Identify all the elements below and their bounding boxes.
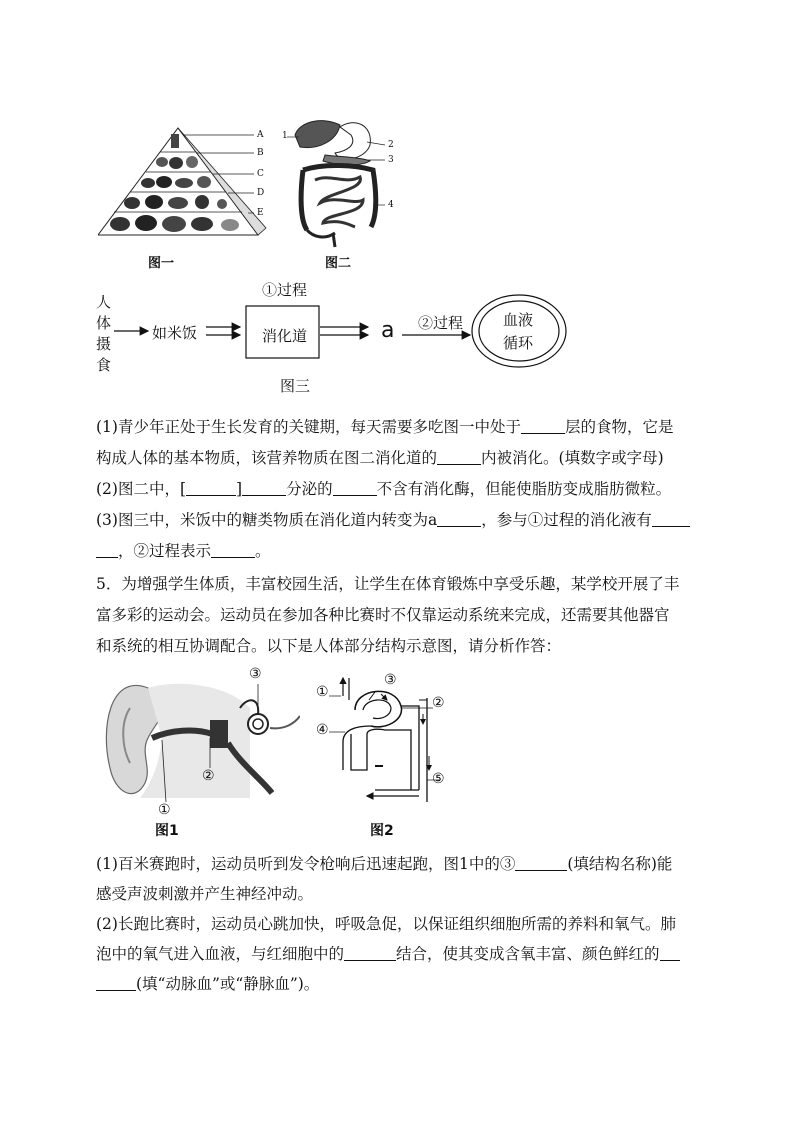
q5-part2-line3: (填“动脉血”或“静脉血”)。 [96,973,319,995]
q5-intro-line2: 富多彩的运动会。运动员在参加各种比赛时不仅靠运动系统来完成，还需要其他器官 [96,606,670,624]
blank-q5-3-cont[interactable] [96,974,136,991]
blank-q4-4[interactable] [242,479,286,496]
nephron-label-2: ② [432,695,445,711]
nephron-figure [315,670,455,810]
q4-part3-line1: (3)图三中，米饭中的糖类物质在消化道内转变为a ，参与①过程的消化液有 [96,509,690,531]
q5-part1-line1: (1)百米赛跑时，运动员听到发令枪响后迅速起跑，图1中的③ (填结构名称)能 [96,855,673,873]
q5-part2-line2: 泡中的氧气进入血液，与红细胞中的 结合，使其变成含氧丰富、颜色鲜红的 [96,943,680,965]
blank-q5-2[interactable] [344,944,396,961]
pyramid-label-d: D [257,188,265,198]
blank-q4-8[interactable] [211,541,255,558]
digestive-label-1: 1 [282,131,288,141]
nephron-label-1: ① [316,684,329,700]
fig3-circle-text-1: 血液 [503,311,534,329]
fig3-char-2: 体 [96,314,112,332]
blank-q4-7-cont[interactable] [96,541,118,558]
q5-part1-line2: 感受声波刺激并产生神经冲动。 [96,885,314,903]
ear-label-1: ① [158,802,171,818]
figure3-caption: 图三 [280,377,311,395]
blank-q4-1[interactable] [521,417,565,434]
blank-q5-1[interactable] [515,854,567,871]
fig3-process-2-label: ②过程 [418,314,464,332]
fig3-char-1: 人 [96,293,112,311]
fig3-circle-text-2: 循环 [503,334,534,352]
food-pyramid-figure [98,120,278,245]
fig3-char-3: 摄 [96,335,112,353]
q4-part2: (2)图二中，[ ] 分泌的 不含有消化酶，但能使脂肪变成脂肪微粒。 [96,480,672,498]
digestive-system-figure [285,115,395,250]
figure1-caption: 图一 [148,256,175,271]
blank-q4-7[interactable] [652,510,690,527]
q5-intro-line1: 5．为增强学生体质，丰富校园生活，让学生在体育锻炼中享受乐趣，某学校开展了丰 [96,575,680,593]
pyramid-label-e: E [257,208,264,218]
pyramid-label-c: C [257,169,264,179]
nephron-label-3: ③ [384,672,397,688]
q5-part2-line1: (2)长跑比赛时，运动员心跳加快，呼吸急促，以保证组织细胞所需的养料和氧气。肺 [96,915,676,933]
ear-label-3: ③ [249,666,262,682]
ear-label-2: ② [202,768,215,784]
fig3-process-1-label: ①过程 [262,281,308,299]
nephron-label-5: ⑤ [432,771,445,787]
q4-part3-line2: ，②过程表示 。 [96,540,271,562]
blank-q4-2[interactable] [437,448,481,465]
pyramid-label-b: B [257,148,264,158]
blank-q4-3[interactable] [186,479,236,496]
ear-figure-caption: 图1 [155,823,179,839]
blank-q4-5[interactable] [333,479,377,496]
nephron-label-4: ④ [316,722,329,738]
fig3-output-a: a [381,318,395,343]
fig3-rice-label: 如米饭 [152,324,198,342]
q4-part1-line2: 构成人体的基本物质，该营养物质在图二消化道的 内被消化。(填数字或字母) [96,449,664,467]
blank-q4-6[interactable] [437,510,481,527]
fig3-digestive-tract-box: 消化道 [262,327,308,345]
pyramid-label-a: A [257,130,264,140]
fig3-char-4: 食 [96,356,112,374]
digestive-label-3: 3 [388,155,394,165]
q4-part1-line1: (1)青少年正处于生长发育的关键期，每天需要多吃图一中处于 层的食物，它是 [96,418,674,436]
blank-q5-3[interactable] [660,944,680,961]
q5-intro-line3: 和系统的相互协调配合。以下是人体部分结构示意图，请分析作答： [96,637,562,655]
digestive-label-4: 4 [388,200,394,210]
figure2-caption: 图二 [325,256,352,271]
digestive-label-2: 2 [388,140,394,150]
nephron-figure-caption: 图2 [370,823,394,839]
ear-structure-figure [100,668,300,813]
